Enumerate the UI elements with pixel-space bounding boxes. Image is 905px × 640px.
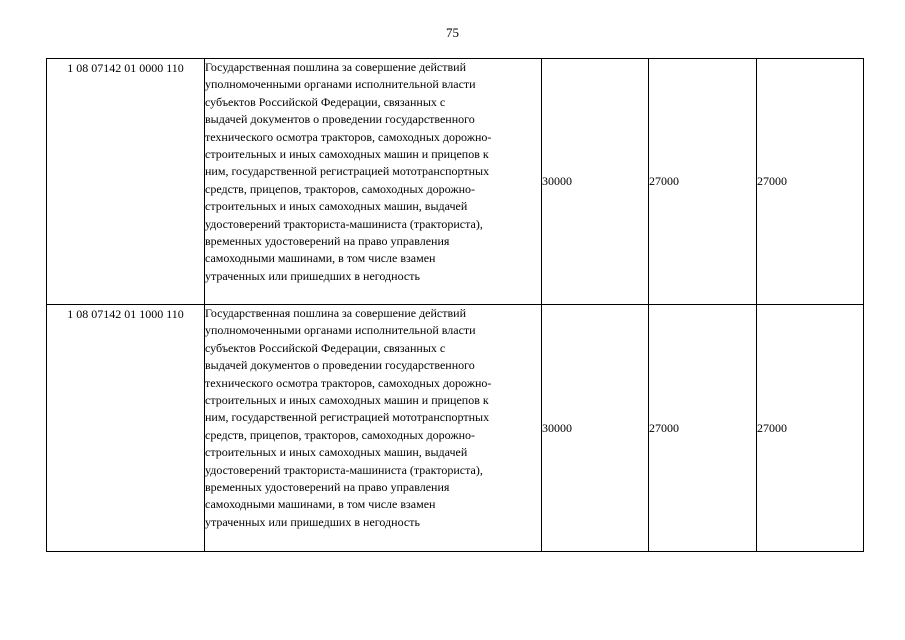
description-line: средств, прицепов, тракторов, самоходных дорожно- bbox=[205, 427, 476, 442]
page-number: 75 bbox=[446, 25, 459, 40]
description-line: утраченных или пришедших в негодность bbox=[205, 268, 420, 283]
classification-code-cell: 1 08 07142 01 0000 110 bbox=[47, 59, 205, 305]
value-cell-2: 27000 bbox=[649, 305, 757, 552]
budget-table bbox=[46, 58, 864, 552]
description-line: строительных и иных самоходных машин и прицепов к bbox=[205, 393, 489, 408]
description-cell bbox=[205, 59, 542, 305]
value-cell-1: 30000 bbox=[542, 305, 649, 552]
description-line: технического осмотра тракторов, самоходных дорожно- bbox=[205, 129, 492, 144]
description-line: самоходными машинами, в том числе взамен bbox=[205, 497, 436, 512]
description-line: средств, прицепов, тракторов, самоходных дорожно- bbox=[205, 181, 476, 196]
description-line: ним, государственной регистрацией мототранспортных bbox=[205, 164, 490, 179]
description-line: временных удостоверений на право управления bbox=[205, 480, 450, 495]
value-cell-3: 27000 bbox=[757, 59, 864, 305]
description-line: технического осмотра тракторов, самоходных дорожно- bbox=[205, 375, 492, 390]
value-cell-3: 27000 bbox=[757, 305, 864, 552]
value-cell-2: 27000 bbox=[649, 59, 757, 305]
description-line: удостоверений тракториста-машиниста (тракториста), bbox=[205, 216, 483, 231]
description-line: Государственная пошлина за совершение действий bbox=[205, 306, 467, 320]
classification-code-cell: 1 08 07142 01 1000 110 bbox=[47, 305, 205, 552]
description-line: ним, государственной регистрацией мототранспортных bbox=[205, 410, 490, 425]
description-line: уполномоченными органами исполнительной власти bbox=[205, 323, 476, 338]
description-line: субъектов Российской Федерации, связанных с bbox=[205, 340, 446, 355]
description-line: выдачей документов о проведении государственного bbox=[205, 112, 475, 127]
description-line: строительных и иных самоходных машин и прицепов к bbox=[205, 147, 489, 162]
description-line: Государственная пошлина за совершение действий bbox=[205, 60, 467, 74]
description-line: строительных и иных самоходных машин, выдачей bbox=[205, 199, 468, 214]
description-line: временных удостоверений на право управления bbox=[205, 234, 450, 249]
description-line: утраченных или пришедших в негодность bbox=[205, 514, 420, 529]
description-cell bbox=[205, 305, 542, 552]
description-line: самоходными машинами, в том числе взамен bbox=[205, 251, 436, 266]
description-line: выдачей документов о проведении государственного bbox=[205, 358, 475, 373]
table-row bbox=[47, 305, 864, 552]
description-line: субъектов Российской Федерации, связанных с bbox=[205, 94, 446, 109]
description-line: уполномоченными органами исполнительной власти bbox=[205, 77, 476, 92]
value-cell-1: 30000 bbox=[542, 59, 649, 305]
description-line: строительных и иных самоходных машин, выдачей bbox=[205, 445, 468, 460]
table-row bbox=[47, 59, 864, 305]
description-line: удостоверений тракториста-машиниста (тракториста), bbox=[205, 462, 483, 477]
